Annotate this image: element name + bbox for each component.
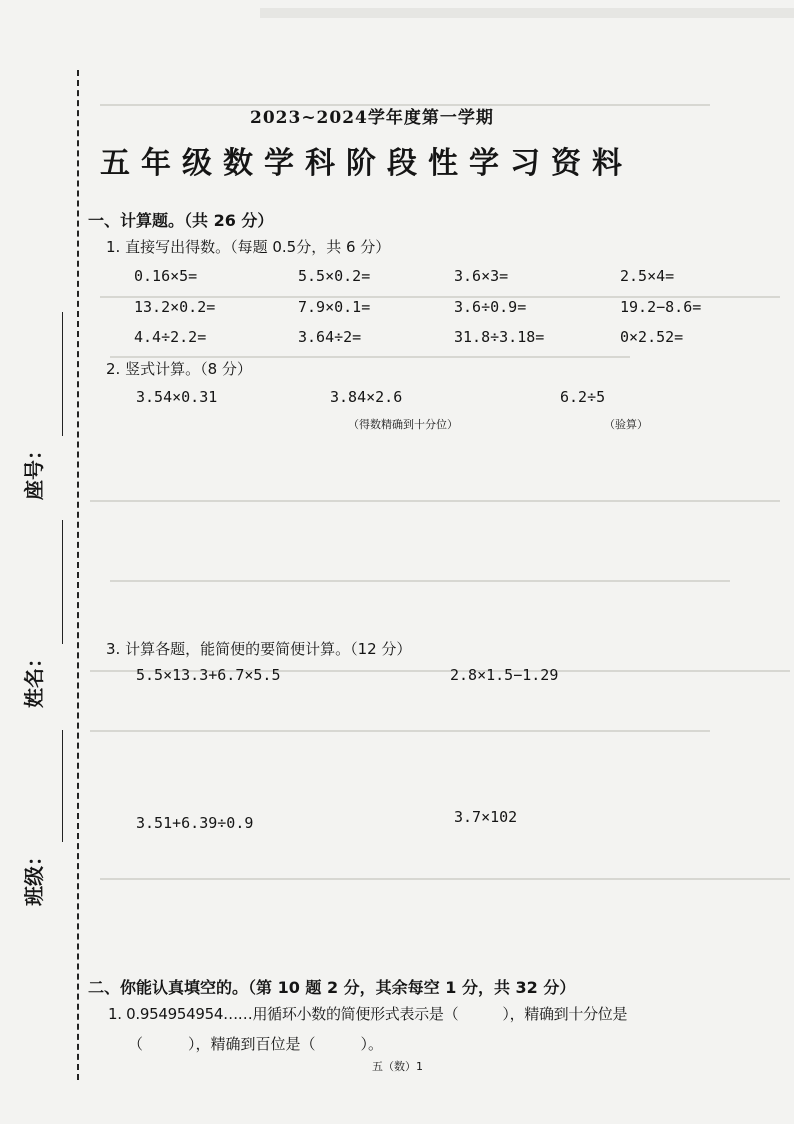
class-write-line [62, 730, 63, 842]
calc-item: 4.4÷2.2= [134, 328, 207, 346]
seat-write-line [62, 312, 63, 436]
rounding-note: （得数精确到十分位） [348, 418, 458, 431]
bleed-through [90, 500, 780, 502]
simplify-item: 5.5×13.3+6.7×5.5 [136, 666, 281, 684]
vertical-calc-item: 3.84×2.6 [330, 388, 403, 406]
calc-item: 3.6×3= [454, 267, 509, 285]
bleed-through [90, 730, 710, 732]
name-label: 姓名： [22, 648, 46, 708]
simplify-item: 2.8×1.5−1.29 [450, 666, 559, 684]
page-number: 五（数）1 [372, 1060, 423, 1073]
binding-dashed-line [77, 70, 79, 1080]
calc-item: 7.9×0.1= [298, 298, 371, 316]
q1-label: 1. 直接写出得数。（每题 0.5分，共 6 分） [106, 238, 391, 256]
page-title: 五年级数学科阶段性学习资料 [100, 146, 633, 181]
bleed-through [110, 580, 730, 582]
calc-item: 0.16×5= [134, 267, 198, 285]
calc-item: 5.5×0.2= [298, 267, 371, 285]
section1-heading: 一、计算题。（共 26 分） [88, 211, 274, 230]
q3-label: 3. 计算各题，能简便的要简便计算。（12 分） [106, 640, 412, 658]
calc-item: 2.5×4= [620, 267, 675, 285]
vertical-calc-item: 6.2÷5 [560, 388, 606, 406]
fill-q1-line2: （ ），精确到百位是（ ）。 [128, 1035, 384, 1053]
check-note: （验算） [604, 418, 648, 431]
bleed-through [100, 878, 790, 880]
calc-item: 3.64÷2= [298, 328, 362, 346]
calc-item: 19.2−8.6= [620, 298, 702, 316]
class-label: 班级： [22, 846, 46, 906]
section2-heading: 二、你能认真填空的。（第 10 题 2 分，其余每空 1 分，共 32 分） [88, 978, 576, 997]
q2-label: 2. 竖式计算。（8 分） [106, 360, 252, 378]
vertical-calc-item: 3.54×0.31 [136, 388, 218, 406]
seat-label: 座号： [22, 440, 46, 500]
name-write-line [62, 520, 63, 644]
scan-top-band [260, 8, 794, 18]
calc-item: 0×2.52= [620, 328, 684, 346]
calc-item: 13.2×0.2= [134, 298, 216, 316]
calc-item: 31.8÷3.18= [454, 328, 545, 346]
simplify-item: 3.51+6.39÷0.9 [136, 814, 254, 832]
fill-q1-line1: 1. 0.954954954……用循环小数的简便形式表示是（ ），精确到十分位是 [108, 1005, 628, 1023]
term-heading: 2023~2024学年度第一学期 [250, 108, 494, 128]
calc-item: 3.6÷0.9= [454, 298, 527, 316]
simplify-item: 3.7×102 [454, 808, 518, 826]
